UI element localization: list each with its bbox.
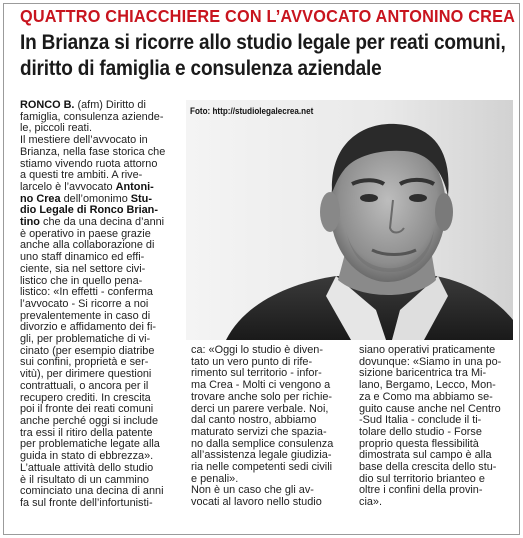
text-line: Non è un caso che gli av-	[191, 484, 314, 497]
lawyer-portrait-photo	[186, 100, 513, 340]
text-run: a questi tre ambiti. A rive-	[20, 169, 143, 182]
article-column-2	[191, 345, 361, 509]
text-run: vitù), per dirimere questioni	[20, 368, 152, 381]
text-line: cia».	[359, 496, 383, 509]
text-line: e penali».	[191, 472, 239, 485]
text-run: larcelo è l’avvocato	[20, 180, 116, 193]
headline-line: In Brianza si ricorre allo studio legale per reati comuni,	[20, 30, 506, 54]
text-run: ciente, sia nel settore civi-	[20, 262, 146, 275]
text-line: oltre i confini della provin-	[359, 484, 483, 497]
bold-text-run: dio Legale di Ronco Brian-	[20, 204, 158, 217]
text-line: ca: «Oggi lo studio è diven-	[191, 344, 323, 356]
bold-text-run: no Crea	[20, 192, 61, 205]
text-line: dio sul territorio brianteo e	[359, 472, 485, 485]
photo-credit: Foto: http://studiolegalecrea.net	[190, 106, 314, 116]
bold-text-run: Stu-	[130, 192, 152, 205]
text-line: proprio questa flessibilità	[359, 437, 479, 450]
text-run: recupero crediti. In crescita	[20, 391, 151, 404]
text-line: tolare dello studio - Forse	[359, 425, 482, 438]
text-run: Brianza, nella fase storica che	[20, 145, 166, 158]
text-run: fa sul fronte dell’infortunisti-	[20, 496, 153, 509]
text-line: dal canto nostro, abbiamo	[191, 414, 317, 427]
text-run: prevalentemente in caso di	[20, 309, 151, 322]
text-run: famiglia, consulenza aziende-	[20, 110, 164, 123]
text-line: za e Como ma abbiamo se-	[359, 390, 493, 403]
text-run: poi il fronte dei reati comuni	[20, 403, 154, 416]
text-run: listico: «In effetti - conferma	[20, 286, 153, 299]
text-line: vocati al lavoro nello studio	[191, 496, 322, 509]
text-line: dovunque: «Siamo in una po-	[359, 355, 502, 368]
text-line: guito cause anche nel Centro	[359, 402, 501, 415]
text-line: ria nelle competenti sedi civili	[191, 461, 333, 474]
text-line: no dalla semplice consulenza	[191, 437, 334, 450]
text-run: uno staff dinamico ed effi-	[20, 251, 145, 264]
text-run: gli, per problematiche di vi-	[20, 333, 151, 346]
text-line: sizione baricentrica tra Mi-	[359, 367, 487, 380]
text-run: cinato (per esempio diatribe	[20, 344, 155, 357]
text-line: rimento sul territorio - infor-	[191, 367, 322, 380]
text-run: anche perché oggi si include	[20, 414, 159, 427]
text-line: derci un parere verbale. Noi,	[191, 402, 329, 415]
text-run: che da una decina d’anni	[39, 216, 165, 229]
article-column-1	[20, 100, 185, 510]
article-column-3	[359, 345, 509, 509]
text-line: tato un vero punto di rife-	[191, 355, 313, 368]
bold-text-run: tino	[20, 216, 40, 229]
text-run: anche alla collaborazione di	[20, 239, 155, 252]
text-run: cominciato una decina di anni	[20, 485, 164, 498]
text-line: dimostrata sul campo è alla	[359, 449, 492, 462]
article-headline	[20, 29, 506, 81]
text-run: stiamo vivendo ruota attorno	[20, 157, 158, 170]
portrait-illustration	[186, 100, 513, 340]
text-run: l’avvocato - Si ricorre a noi	[20, 297, 149, 310]
text-line: all’assistenza legale giudizia-	[191, 449, 332, 462]
text-run: (afm) Diritto di	[74, 99, 146, 111]
bold-text-run: Antoni-	[115, 180, 154, 193]
text-run: contrattuali, o ancora per il	[20, 379, 149, 392]
text-line	[20, 498, 185, 510]
text-run: per problematiche legate alla	[20, 438, 160, 451]
text-run: guida in stato di ebbrezza».	[20, 450, 154, 463]
text-line: ma Crea - Molti ci vengono a	[191, 379, 331, 392]
text-line: -Sud Italia - conclude il ti-	[359, 414, 482, 427]
text-run: listico che in quello pena-	[20, 274, 143, 287]
text-run: dell’omonimo	[60, 192, 131, 205]
text-run: sui confini, proprietà e ser-	[20, 356, 149, 369]
text-line: lano, Bergamo, Lecco, Mon-	[359, 379, 496, 392]
bold-text-run: RONCO B.	[20, 99, 75, 111]
text-line: maturato servizi che spazia-	[191, 425, 327, 438]
text-run: tra essi il ritiro della patente	[20, 426, 153, 439]
text-run: le, piccoli reati.	[20, 122, 93, 135]
article-kicker: QUATTRO CHIACCHIERE CON L’AVVOCATO ANTONINO CREA	[20, 6, 516, 26]
text-run: L’attuale attività dello studio	[20, 461, 154, 474]
text-line: trovare anche solo per richie-	[191, 390, 333, 403]
text-line: siano operativi praticamente	[359, 344, 496, 356]
text-run: Il mestiere dell’avvocato in	[20, 134, 148, 147]
text-run: divorzio e affidamento dei fi-	[20, 321, 157, 334]
headline-line: diritto di famiglia e consulenza aziendale	[20, 56, 382, 80]
text-line: base della crescita dello stu-	[359, 461, 497, 474]
text-run: è operativo in paese grazie	[20, 227, 151, 240]
text-run: è il risultato di un cammino	[20, 473, 149, 486]
